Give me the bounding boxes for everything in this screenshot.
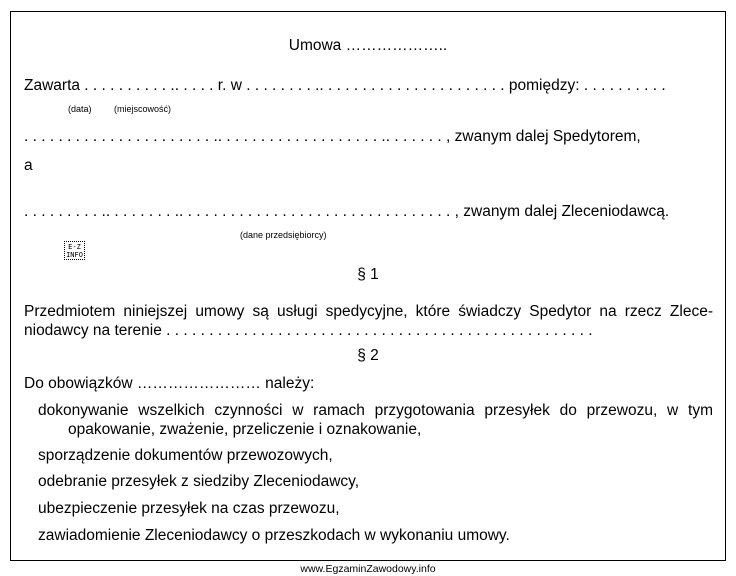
section-2-intro: Do obowiązków …………………… należy: [24,375,315,392]
duty-item-1-line2: opakowanie, zważenie, przeliczenie i oznakowanie, [68,421,422,438]
duty-item-5: zawiadomienie Zleceniodawcy o przeszkodach w wykonaniu umowy. [38,527,510,544]
concluded-line: Zawarta . . . . . . . . . . .. . . . . r. w . . . . . . . . .. . . . . . . . . . . . . . . . . . . . . . pomiędzy: . . . . . . . . . . [24,77,666,94]
duty-item-2: sporządzenie dokumentów przewozowych, [38,447,333,464]
client-line: . . . . . . . . . .. . . . . . . . .. . . . . . . . . . . . . . . . . . . . . . . . . . . . . . . . , zwanym dalej Zleceniodawcą. [24,203,670,220]
conjunction-a: a [24,157,33,174]
section-2-heading: § 2 [357,347,379,364]
place-hint: (miejscowość) [114,104,172,114]
date-hint: (data) [68,104,92,114]
info-icon: E-Z INFO [64,241,85,260]
document-title: Umowa ……………….. [288,37,448,54]
forwarder-line: . . . . . . . . . . . . . . . . . . . . . . .. . . . . . . . . . . . . . . . . . . .. . . . . . . , zwanym dalej Spedytorem, [24,128,641,145]
duty-item-4: ubezpieczenie przesyłek na czas przewozu, [38,500,340,517]
duty-item-3: odebranie przesyłek z siedziby Zleceniodawcy, [38,473,360,490]
company-data-hint: (dane przedsiębiorcy) [240,230,327,240]
section-1-text-line1: Przedmiotem niniejszej umowy są usługi spedycyjne, które świadczy Spedytor na rzecz Zlece- [24,303,713,320]
duty-item-1-line1: dokonywanie wszelkich czynności w ramach przygotowania przesyłek do przewozu, w tym [38,402,713,419]
section-1-text-line2: niodawcy na terenie . . . . . . . . . . . . . . . . . . . . . . . . . . . . . . . . . . . . . . . . . . . . . . . . . . [24,322,593,339]
footer-url[interactable]: www.EgzaminZawodowy.info [300,563,436,575]
section-1-heading: § 1 [357,266,379,283]
